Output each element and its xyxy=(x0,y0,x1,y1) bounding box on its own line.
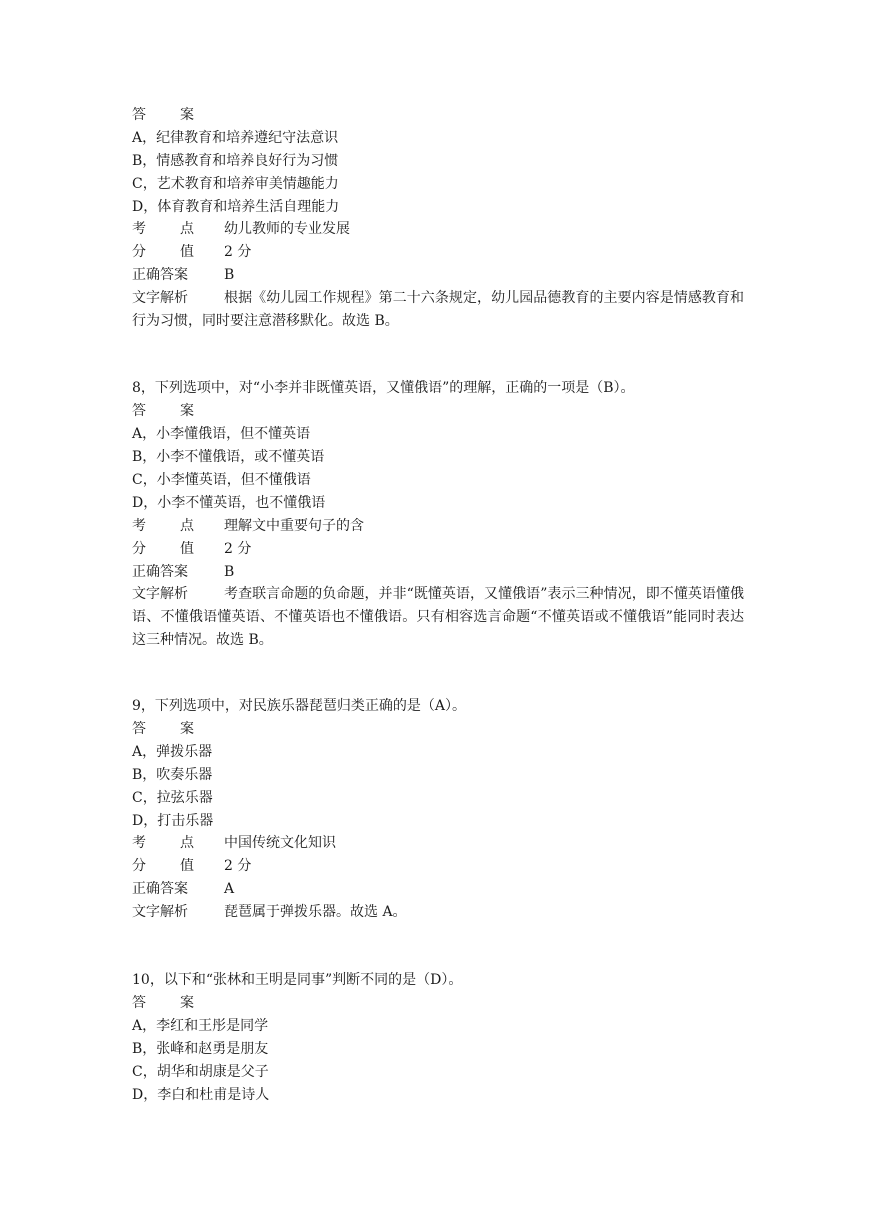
topic-value: 中国传统文化知识 xyxy=(224,835,336,851)
option-c: C，拉弦乐器 xyxy=(132,790,213,806)
option-a: A，李红和王彤是同学 xyxy=(132,1018,269,1034)
option-b: B，张峰和赵勇是朋友 xyxy=(132,1041,269,1057)
topic-row: 考 点 幼儿教师的专业发展 xyxy=(132,221,350,237)
question-text: 10，以下和“张林和王明是同事”判断不同的是（D）。 xyxy=(132,972,463,988)
correct-answer-value: B xyxy=(224,267,235,283)
answer-label: 答 案 xyxy=(132,403,194,419)
score-value: 2 分 xyxy=(224,541,252,557)
question-text: 8，下列选项中，对“小李并非既懂英语，又懂俄语”的理解，正确的一项是（B）。 xyxy=(132,380,635,396)
score-value: 2 分 xyxy=(224,244,252,260)
analysis-text: 琵琶属于弹拨乐器。故选 A。 xyxy=(224,904,407,920)
option-a: A，小李懂俄语，但不懂英语 xyxy=(132,426,311,442)
option-a: A，弹拨乐器 xyxy=(132,744,213,760)
option-c: C，艺术教育和培养审美情趣能力 xyxy=(132,176,339,192)
analysis-row: 文字解析 琵琶属于弹拨乐器。故选 A。 xyxy=(132,904,407,920)
option-c: C，胡华和胡康是父子 xyxy=(132,1064,269,1080)
answer-label: 答 案 xyxy=(132,995,194,1011)
topic-value: 幼儿教师的专业发展 xyxy=(224,221,350,237)
correct-answer-row: 正确答案 A xyxy=(132,881,235,897)
option-a: A，纪律教育和培养遵纪守法意识 xyxy=(132,130,339,146)
option-d: D，体育教育和培养生活自理能力 xyxy=(132,199,340,215)
option-c: C，小李懂英语，但不懂俄语 xyxy=(132,472,311,488)
option-b: B，情感教育和培养良好行为习惯 xyxy=(132,153,339,169)
option-b: B，吹奏乐器 xyxy=(132,767,213,783)
correct-answer-row: 正确答案 B xyxy=(132,564,235,580)
analysis-row: 文字解析 根据《幼儿园工作规程》第二十六条规定，幼儿园品德教育的主要内容是情感教育和行为习惯，同时要注意潜移默化。故选 B。 xyxy=(132,290,744,329)
analysis-row: 文字解析 考查联言命题的负命题，并非“既懂英语，又懂俄语”表示三种情况，即不懂英语懂俄语、不懂俄语懂英语、不懂英语也不懂俄语。只有相容选言命题“不懂英语或不懂俄语”能同时表达这三种情况。故选 B。 xyxy=(132,586,744,648)
answer-label: 答 案 xyxy=(132,107,194,123)
topic-row: 考 点 中国传统文化知识 xyxy=(132,835,336,851)
option-d: D，小李不懂英语，也不懂俄语 xyxy=(132,495,326,511)
topic-value: 理解文中重要句子的含 xyxy=(224,518,364,534)
answer-label: 答 案 xyxy=(132,721,194,737)
option-d: D，打击乐器 xyxy=(132,813,214,829)
topic-row: 考 点 理解文中重要句子的含 xyxy=(132,518,364,534)
correct-answer-value: B xyxy=(224,564,235,580)
score-row: 分 值 2 分 xyxy=(132,244,252,260)
score-row: 分 值 2 分 xyxy=(132,541,252,557)
score-value: 2 分 xyxy=(224,858,252,874)
option-d: D，李白和杜甫是诗人 xyxy=(132,1087,270,1103)
analysis-text: 考查联言命题的负命题，并非“既懂英语，又懂俄语”表示三种情况，即不懂英语懂俄语、不懂俄语懂英语、不懂英语也不懂俄语。只有相容选言命题“不懂英语或不懂俄语”能同时表达这三种情况。故选 B。 xyxy=(132,586,744,648)
correct-answer-value: A xyxy=(224,881,235,897)
correct-answer-row: 正确答案 B xyxy=(132,267,235,283)
score-row: 分 值 2 分 xyxy=(132,858,252,874)
analysis-text: 根据《幼儿园工作规程》第二十六条规定，幼儿园品德教育的主要内容是情感教育和行为习惯，同时要注意潜移默化。故选 B。 xyxy=(132,290,744,329)
question-text: 9，下列选项中，对民族乐器琵琶归类正确的是（A）。 xyxy=(132,698,467,714)
option-b: B，小李不懂俄语，或不懂英语 xyxy=(132,449,325,465)
